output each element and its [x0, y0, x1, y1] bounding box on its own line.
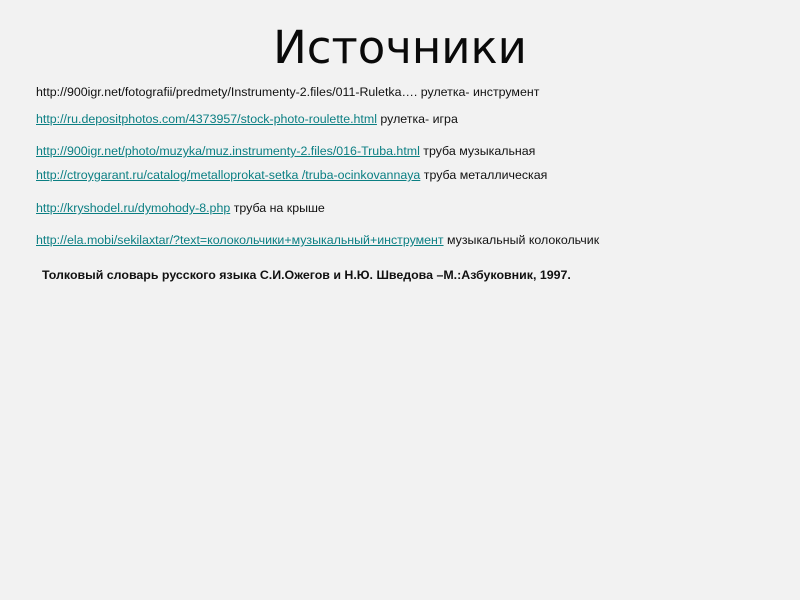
dictionary-citation: Толковый словарь русского языка С.И.Ожегов и Н.Ю. Шведова –М.:Азбуковник, 1997.	[42, 268, 571, 282]
source-line	[36, 85, 539, 100]
source-url-text: http://900igr.net/fotografii/predmety/Instrumenty-2.files/011-Ruletka….	[36, 85, 418, 99]
source-description: труба музыкальная	[423, 144, 536, 158]
source-link[interactable]: http://kryshodel.ru/dymohody-8.php	[36, 201, 231, 215]
source-description: труба на крыше	[233, 201, 325, 215]
source-line	[36, 201, 325, 216]
source-description: рулетка- инструмент	[420, 85, 540, 99]
slide-title: Источники	[273, 21, 527, 74]
source-description: труба металлическая	[423, 168, 548, 182]
source-line	[36, 144, 535, 159]
source-description: музыкальный колокольчик	[447, 233, 600, 247]
source-link[interactable]: http://ela.mobi/sekilaxtar/?text=колокольчики+музыкальный+инструмент	[36, 233, 444, 247]
source-line	[36, 168, 596, 183]
source-link[interactable]: http://ru.depositphotos.com/4373957/stock-photo-roulette.html	[36, 112, 377, 126]
source-line	[36, 233, 599, 248]
source-link[interactable]: http://ctroygarant.ru/catalog/metalloprokat-setka /truba-ocinkovannaya	[36, 168, 421, 182]
source-description: рулетка- игра	[380, 112, 458, 126]
source-line	[36, 112, 458, 127]
source-link[interactable]: http://900igr.net/photo/muzyka/muz.instrumenty-2.files/016-Truba.html	[36, 144, 420, 158]
